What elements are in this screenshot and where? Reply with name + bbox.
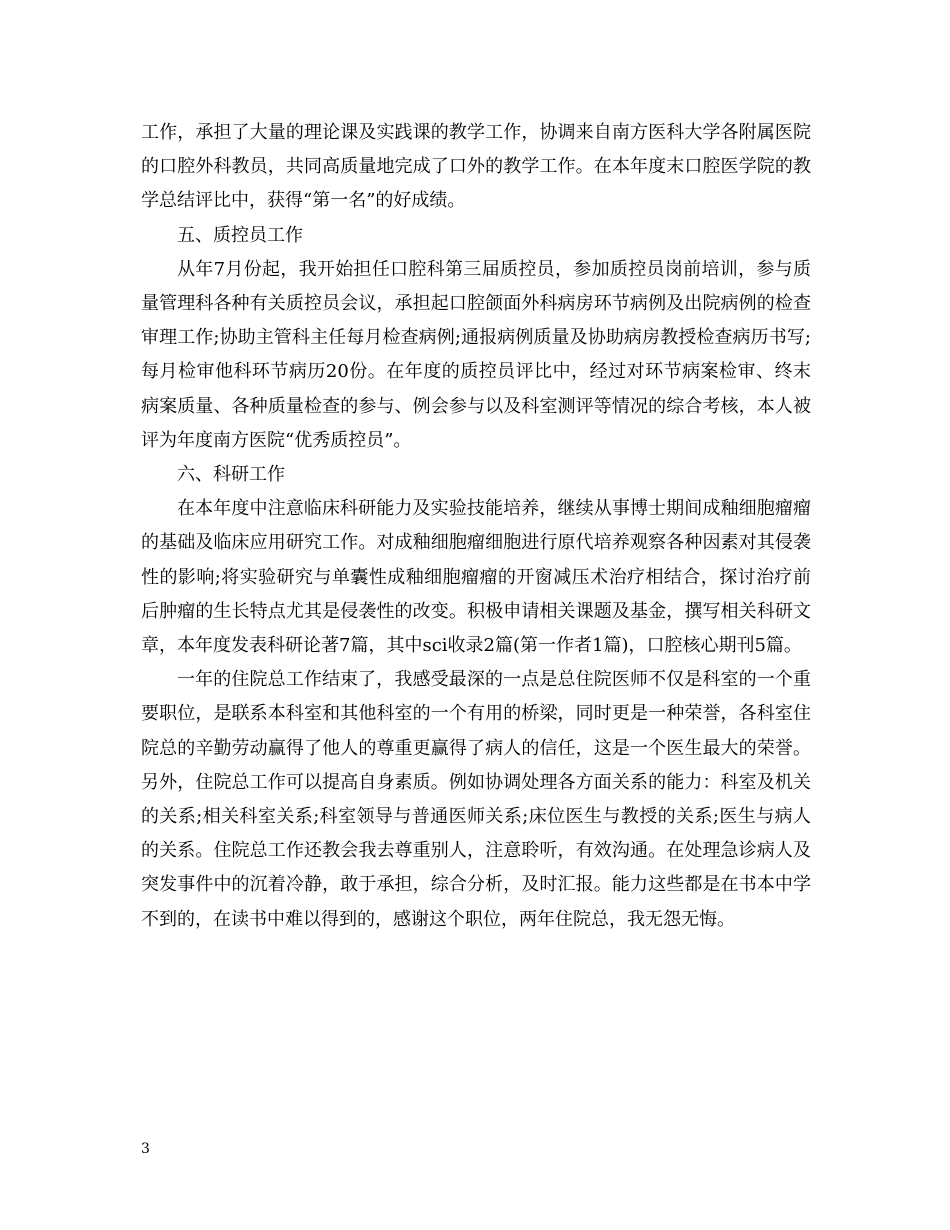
paragraph-teaching-continued: 工作，承担了大量的理论课及实践课的教学工作，协调来自南方医科大学各附属医院的口腔外科教员，共同高质量地完成了口外的教学工作。在本年度末口腔医学院的教学总结评比中，获得“第一名”的好成绩。 [141,122,811,212]
paragraph-research: 在本年度中注意临床科研能力及实验技能培养，继续从事博士期间成釉细胞瘤瘤的基础及临床应用研究工作。对成釉细胞瘤细胞进行原代培养观察各种因素对其侵袭性的影响;将实验研究与单囊性成釉细胞瘤瘤的开窗减压术治疗相结合，探讨治疗前后肿瘤的生长特点尤其是侵袭性的改变。积极申请相关课题及基金，撰写相关科研文章，本年度发表科研论著7篇，其中sci收录2篇(第一作者1篇)，口腔核心期刊5篇。 [141,498,811,657]
document-body [141,116,811,937]
paragraph-summary: 一年的住院总工作结束了，我感受最深的一点是总住院医师不仅是科室的一个重要职位，是联系本科室和其他科室的一个有用的桥梁，同时更是一种荣誉，各科室住院总的辛勤劳动赢得了他人的尊重更赢得了病人的信任，这是一个医生最大的荣誉。另外，住院总工作可以提高自身素质。例如协调处理各方面关系的能力：科室及机关的关系;相关科室关系;科室领导与普通医师关系;床位医生与教授的关系;医生与病人的关系。住院总工作还教会我去尊重别人，注意聆听，有效沟通。在处理急诊病人及突发事件中的沉着冷静，敢于承担，综合分析，及时汇报。能力这些都是在书本中学不到的，在读书中难以得到的，感谢这个职位，两年住院总，我无怨无悔。 [141,669,811,930]
section-heading-research: 六、科研工作 [177,464,285,486]
paragraph-quality-control: 从年7月份起，我开始担任口腔科第三届质控员，参加质控员岗前培训，参与质量管理科各种有关质控员会议，承担起口腔颌面外科病房环节病例及出院病例的检查审理工作;协助主管科主任每月检查病例;通报病例质量及协助病房教授检查病历书写;每月检审他科环节病历20份。在年度的质控员评比中，经过对环节病案检审、终末病案质量、各种质量检查的参与、例会参与以及科室测评等情况的综合考核，本人被评为年度南方医院“优秀质控员”。 [141,258,811,451]
section-heading-quality-control: 五、质控员工作 [177,224,303,246]
page-number: 3 [141,1141,150,1157]
